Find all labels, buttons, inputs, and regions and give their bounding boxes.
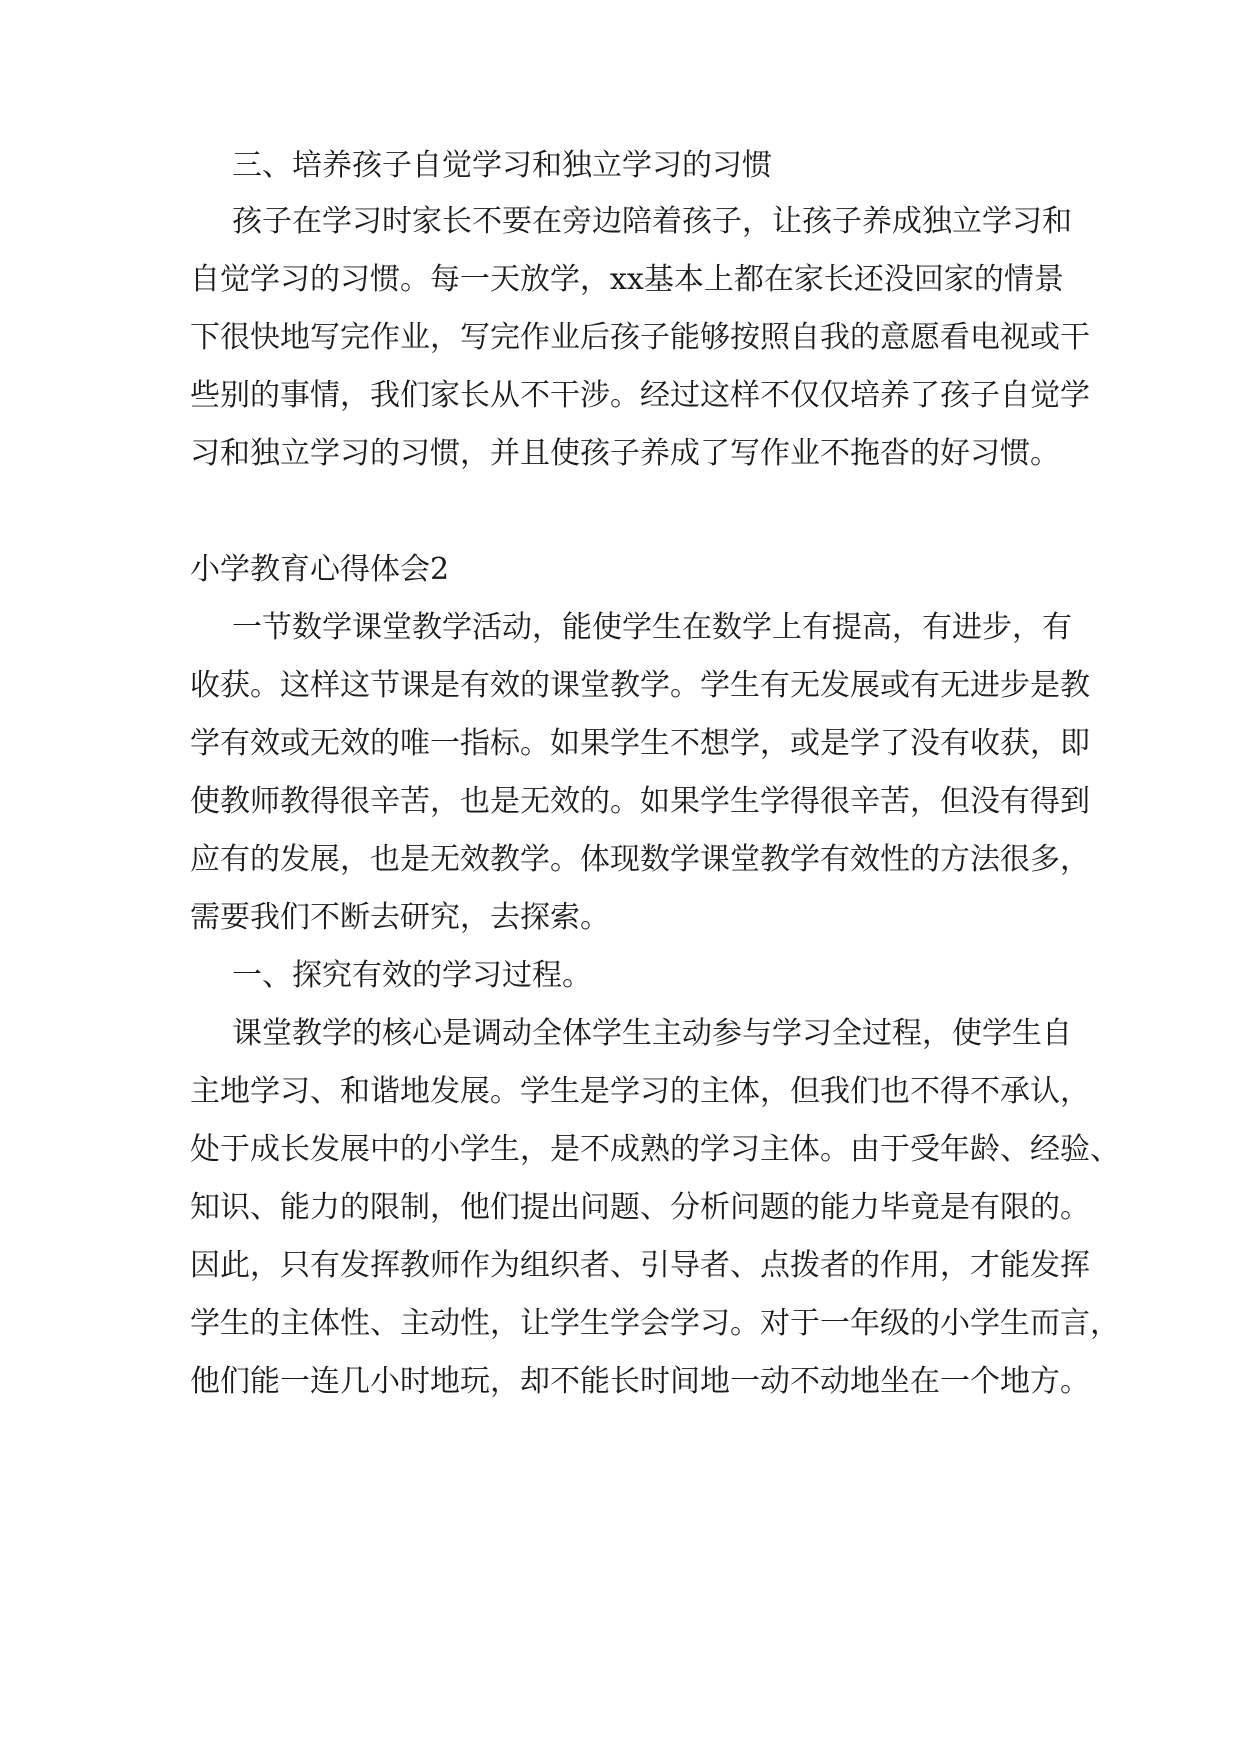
section-heading: 三、培养孩子自觉学习和独立学习的习惯 (232, 148, 772, 183)
paragraph-line: 自觉学习的习惯。每一天放学，xx基本上都在家长还没回家的情景 (190, 262, 1064, 297)
paragraph-line: 因此，只有发挥教师作为组织者、引导者、点拨者的作用，才能发挥 (190, 1248, 1090, 1283)
paragraph-line: 课堂教学的核心是调动全体学生主动参与学习全过程，使学生自 (232, 1016, 1072, 1051)
paragraph-line: 需要我们不断去研究，去探索。 (190, 900, 610, 935)
paragraph-line: 孩子在学习时家长不要在旁边陪着孩子，让孩子养成独立学习和 (232, 204, 1072, 239)
paragraph-line: 一节数学课堂教学活动，能使学生在数学上有提高，有进步，有 (232, 610, 1072, 645)
paragraph-line: 知识、能力的限制，他们提出问题、分析问题的能力毕竟是有限的。 (190, 1190, 1090, 1225)
section-heading: 一、探究有效的学习过程。 (232, 958, 592, 993)
paragraph-line: 收获。这样这节课是有效的课堂教学。学生有无发展或有无进步是教 (190, 668, 1090, 703)
paragraph-line: 处于成长发展中的小学生，是不成熟的学习主体。由于受年龄、经验、 (190, 1132, 1120, 1167)
paragraph-line: 学生的主体性、主动性，让学生学会学习。对于一年级的小学生而言， (190, 1306, 1120, 1341)
paragraph-line: 些别的事情，我们家长从不干涉。经过这样不仅仅培养了孩子自觉学 (190, 378, 1090, 413)
paragraph-line: 学有效或无效的唯一指标。如果学生不想学，或是学了没有收获，即 (190, 726, 1090, 761)
paragraph-line: 他们能一连几小时地玩，却不能长时间地一动不动地坐在一个地方。 (190, 1364, 1090, 1399)
paragraph-line: 应有的发展，也是无效教学。体现数学课堂教学有效性的方法很多， (190, 842, 1090, 877)
paragraph-line: 下很快地写完作业，写完作业后孩子能够按照自我的意愿看电视或干 (190, 320, 1090, 355)
document-page (190, 0, 1120, 1754)
document-title: 小学教育心得体会2 (190, 552, 450, 587)
paragraph-line: 主地学习、和谐地发展。学生是学习的主体，但我们也不得不承认， (190, 1074, 1090, 1109)
paragraph-line: 习和独立学习的习惯，并且使孩子养成了写作业不拖沓的好习惯。 (190, 436, 1060, 471)
paragraph-line: 使教师教得很辛苦，也是无效的。如果学生学得很辛苦，但没有得到 (190, 784, 1090, 819)
